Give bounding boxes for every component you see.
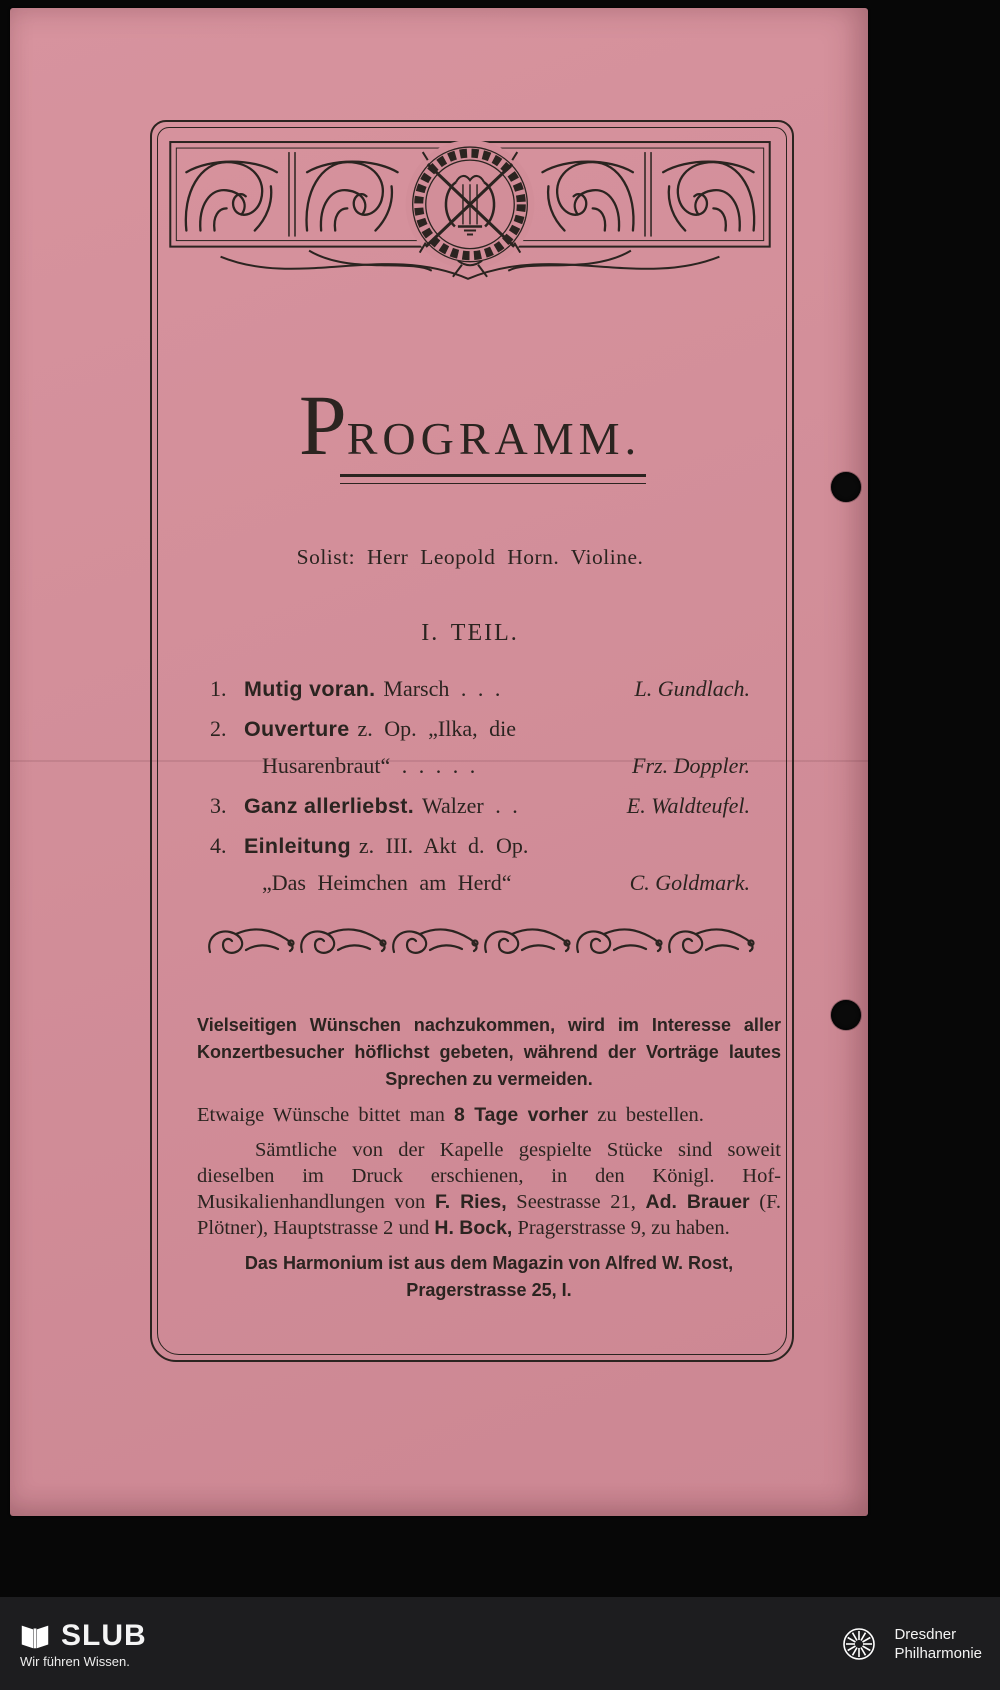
program-row: 1. Mutig voran. Marsch . . . L. Gundlach. [210, 672, 750, 709]
section-heading: I. TEIL. [421, 620, 519, 646]
notice-block [197, 1012, 781, 1313]
notice-paragraph: Etwaige Wünsche bittet man 8 Tage vorher zu bestellen. [197, 1104, 704, 1126]
soloist-line: Solist: Herr Leopold Horn. Violine. [296, 545, 644, 569]
program-row: 2. Ouverture z. Op. „Ilka, die [210, 716, 516, 741]
composer-name: Frz. Doppler. [632, 753, 750, 778]
slub-tagline: Wir führen Wissen. [20, 1653, 130, 1669]
program-list [210, 672, 750, 906]
partner-name [894, 1625, 982, 1663]
title-rest: ROGRAMM. [346, 413, 642, 464]
composer-name: L. Gundlach. [634, 676, 750, 701]
hole-punch-top [831, 472, 861, 502]
library-footer-bar [0, 1597, 1000, 1690]
composer-name: E. Waldteufel. [626, 793, 750, 818]
art-nouveau-ornament-band [168, 138, 772, 313]
hole-punch-bottom [831, 1000, 861, 1030]
program-page [10, 8, 868, 1516]
paper-crease [10, 760, 868, 762]
program-row: 4. Einleitung z. III. Akt d. Op. [210, 833, 529, 858]
partner-name-line1: Dresdner [894, 1625, 957, 1643]
notice-paragraph: Vielseitigen Wünschen nachzukommen, wird im Interesse aller Konzertbesucher höflichst gebeten, während der Vorträge lautes Sprechen zu vermeiden. [197, 1015, 781, 1089]
program-item [210, 789, 750, 826]
partner-branding [836, 1621, 982, 1667]
notice-paragraph: Das Harmonium ist aus dem Magazin von Alfred W. Rost, Pragerstrasse 25, I. [244, 1253, 734, 1300]
program-row: Husarenbraut“ . . . . . Frz. Doppler. [210, 749, 750, 786]
program-row: „Das Heimchen am Herd“ C. Goldmark. [210, 866, 750, 903]
composer-name: C. Goldmark. [629, 870, 750, 895]
notice-paragraph: Sämtliche von der Kapelle gespielte Stücke sind soweit dieselben im Druck erschienen, in den Königl. Hof-Musikalienhandlungen von F. Ries, Seestrasse 21, Ad. Brauer (F. Plötner), Hauptstrasse 2 und H. Bock, Pragerstrasse 9, zu haben. [197, 1139, 781, 1239]
scroll-ornament-divider [206, 926, 758, 960]
program-item [210, 829, 750, 903]
program-item [210, 712, 750, 786]
slub-wordmark: SLUB [61, 1618, 147, 1652]
title-underline [340, 474, 646, 484]
title-initial: P [298, 377, 347, 473]
laurel-wreath-lyre-icon [406, 140, 535, 277]
slub-branding [18, 1619, 147, 1669]
open-book-icon [18, 1619, 52, 1653]
partner-name-line2: Philharmonie [894, 1644, 982, 1662]
program-row: 3. Ganz allerliebst. Walzer . . E. Waldteufel. [210, 789, 750, 826]
program-item [210, 672, 750, 709]
sunburst-circle-icon [836, 1621, 882, 1667]
